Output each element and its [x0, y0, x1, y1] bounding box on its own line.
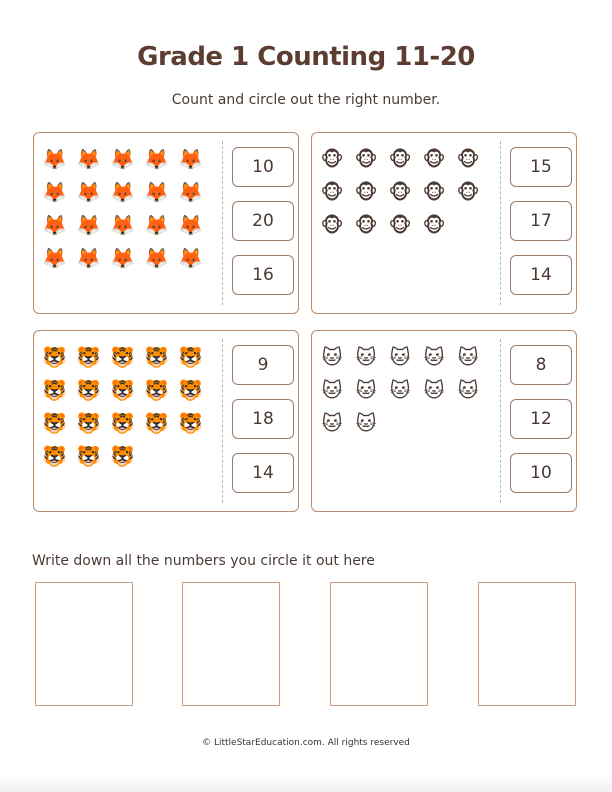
animal-grid: [320, 147, 490, 237]
dashed-divider: [222, 141, 223, 305]
cat-face-icon: 🐱: [457, 378, 479, 402]
monkey-face-icon: 🐵: [388, 180, 412, 204]
monkey-face-icon: 🐵: [388, 147, 412, 171]
choice-button[interactable]: 10: [510, 453, 572, 493]
monkey-face-icon: 🐵: [354, 180, 378, 204]
monkey-face-icon: 🐵: [320, 180, 344, 204]
answer-box[interactable]: [182, 582, 280, 706]
fox-face-icon: 🦊: [144, 213, 169, 237]
choice-button[interactable]: 14: [232, 453, 294, 493]
tiger-face-icon: 🐯: [76, 411, 101, 435]
monkey-face-icon: 🐵: [354, 213, 378, 237]
cat-face-icon: 🐱: [389, 345, 411, 369]
fox-face-icon: 🦊: [178, 213, 203, 237]
choice-button[interactable]: 18: [232, 399, 294, 439]
choice-button[interactable]: 8: [510, 345, 572, 385]
fox-face-icon: 🦊: [178, 180, 203, 204]
monkey-face-icon: 🐵: [320, 147, 344, 171]
animal-grid: [42, 147, 212, 270]
fox-face-icon: 🦊: [76, 147, 101, 171]
tiger-face-icon: 🐯: [178, 378, 203, 402]
answer-choices: [232, 345, 294, 493]
counting-card-tiger: [33, 330, 299, 512]
tiger-face-icon: 🐯: [144, 378, 169, 402]
cat-face-icon: 🐱: [321, 378, 343, 402]
page-subtitle: Count and circle out the right number.: [171, 92, 441, 108]
tiger-face-icon: 🐯: [42, 411, 67, 435]
monkey-face-icon: 🐵: [388, 213, 412, 237]
monkey-face-icon: 🐵: [422, 147, 446, 171]
counting-card-cat: [311, 330, 577, 512]
monkey-face-icon: 🐵: [354, 147, 378, 171]
fox-face-icon: 🦊: [42, 180, 67, 204]
choice-button[interactable]: 14: [510, 255, 572, 295]
fox-face-icon: 🦊: [110, 246, 135, 270]
monkey-face-icon: 🐵: [422, 213, 446, 237]
answer-choices: [510, 345, 572, 493]
monkey-face-icon: 🐵: [456, 147, 480, 171]
monkey-face-icon: 🐵: [320, 213, 344, 237]
tiger-face-icon: 🐯: [76, 444, 101, 468]
tiger-face-icon: 🐯: [178, 411, 203, 435]
tiger-face-icon: 🐯: [110, 378, 135, 402]
tiger-face-icon: 🐯: [144, 411, 169, 435]
cat-face-icon: 🐱: [355, 345, 377, 369]
answer-choices: [510, 147, 572, 295]
tiger-face-icon: 🐯: [178, 345, 203, 369]
tiger-face-icon: 🐯: [76, 378, 101, 402]
fox-face-icon: 🦊: [42, 246, 67, 270]
fox-face-icon: 🦊: [42, 213, 67, 237]
counting-card-fox: [33, 132, 299, 314]
tiger-face-icon: 🐯: [110, 444, 135, 468]
write-instruction: Write down all the numbers you circle it out here: [32, 553, 375, 569]
animal-grid: [42, 345, 212, 468]
fox-face-icon: 🦊: [110, 180, 135, 204]
answer-choices: [232, 147, 294, 295]
fox-face-icon: 🦊: [144, 246, 169, 270]
tiger-face-icon: 🐯: [42, 378, 67, 402]
page-title: Grade 1 Counting 11-20: [137, 42, 475, 72]
tiger-face-icon: 🐯: [110, 411, 135, 435]
tiger-face-icon: 🐯: [76, 345, 101, 369]
cat-face-icon: 🐱: [423, 345, 445, 369]
answer-box[interactable]: [35, 582, 133, 706]
fox-face-icon: 🦊: [178, 246, 203, 270]
choice-button[interactable]: 10: [232, 147, 294, 187]
fox-face-icon: 🦊: [76, 246, 101, 270]
tiger-face-icon: 🐯: [42, 444, 67, 468]
dashed-divider: [500, 141, 501, 305]
fox-face-icon: 🦊: [178, 147, 203, 171]
cat-face-icon: 🐱: [321, 345, 343, 369]
dashed-divider: [500, 339, 501, 503]
fox-face-icon: 🦊: [42, 147, 67, 171]
fox-face-icon: 🦊: [110, 213, 135, 237]
fox-face-icon: 🦊: [76, 213, 101, 237]
choice-button[interactable]: 20: [232, 201, 294, 241]
answer-box[interactable]: [478, 582, 576, 706]
cat-face-icon: 🐱: [389, 378, 411, 402]
choice-button[interactable]: 9: [232, 345, 294, 385]
counting-card-monkey: [311, 132, 577, 314]
tiger-face-icon: 🐯: [42, 345, 67, 369]
fox-face-icon: 🦊: [76, 180, 101, 204]
cat-face-icon: 🐱: [355, 411, 377, 435]
cat-face-icon: 🐱: [423, 378, 445, 402]
animal-grid: [320, 345, 490, 435]
monkey-face-icon: 🐵: [422, 180, 446, 204]
page-bottom-shade: [0, 772, 612, 792]
fox-face-icon: 🦊: [110, 147, 135, 171]
tiger-face-icon: 🐯: [110, 345, 135, 369]
choice-button[interactable]: 12: [510, 399, 572, 439]
cat-face-icon: 🐱: [457, 345, 479, 369]
fox-face-icon: 🦊: [144, 180, 169, 204]
fox-face-icon: 🦊: [144, 147, 169, 171]
choice-button[interactable]: 16: [232, 255, 294, 295]
cat-face-icon: 🐱: [355, 378, 377, 402]
answer-box[interactable]: [330, 582, 428, 706]
monkey-face-icon: 🐵: [456, 180, 480, 204]
choice-button[interactable]: 15: [510, 147, 572, 187]
choice-button[interactable]: 17: [510, 201, 572, 241]
tiger-face-icon: 🐯: [144, 345, 169, 369]
copyright-footer: © LittleStarEducation.com. All rights reserved: [202, 738, 410, 748]
dashed-divider: [222, 339, 223, 503]
cat-face-icon: 🐱: [321, 411, 343, 435]
